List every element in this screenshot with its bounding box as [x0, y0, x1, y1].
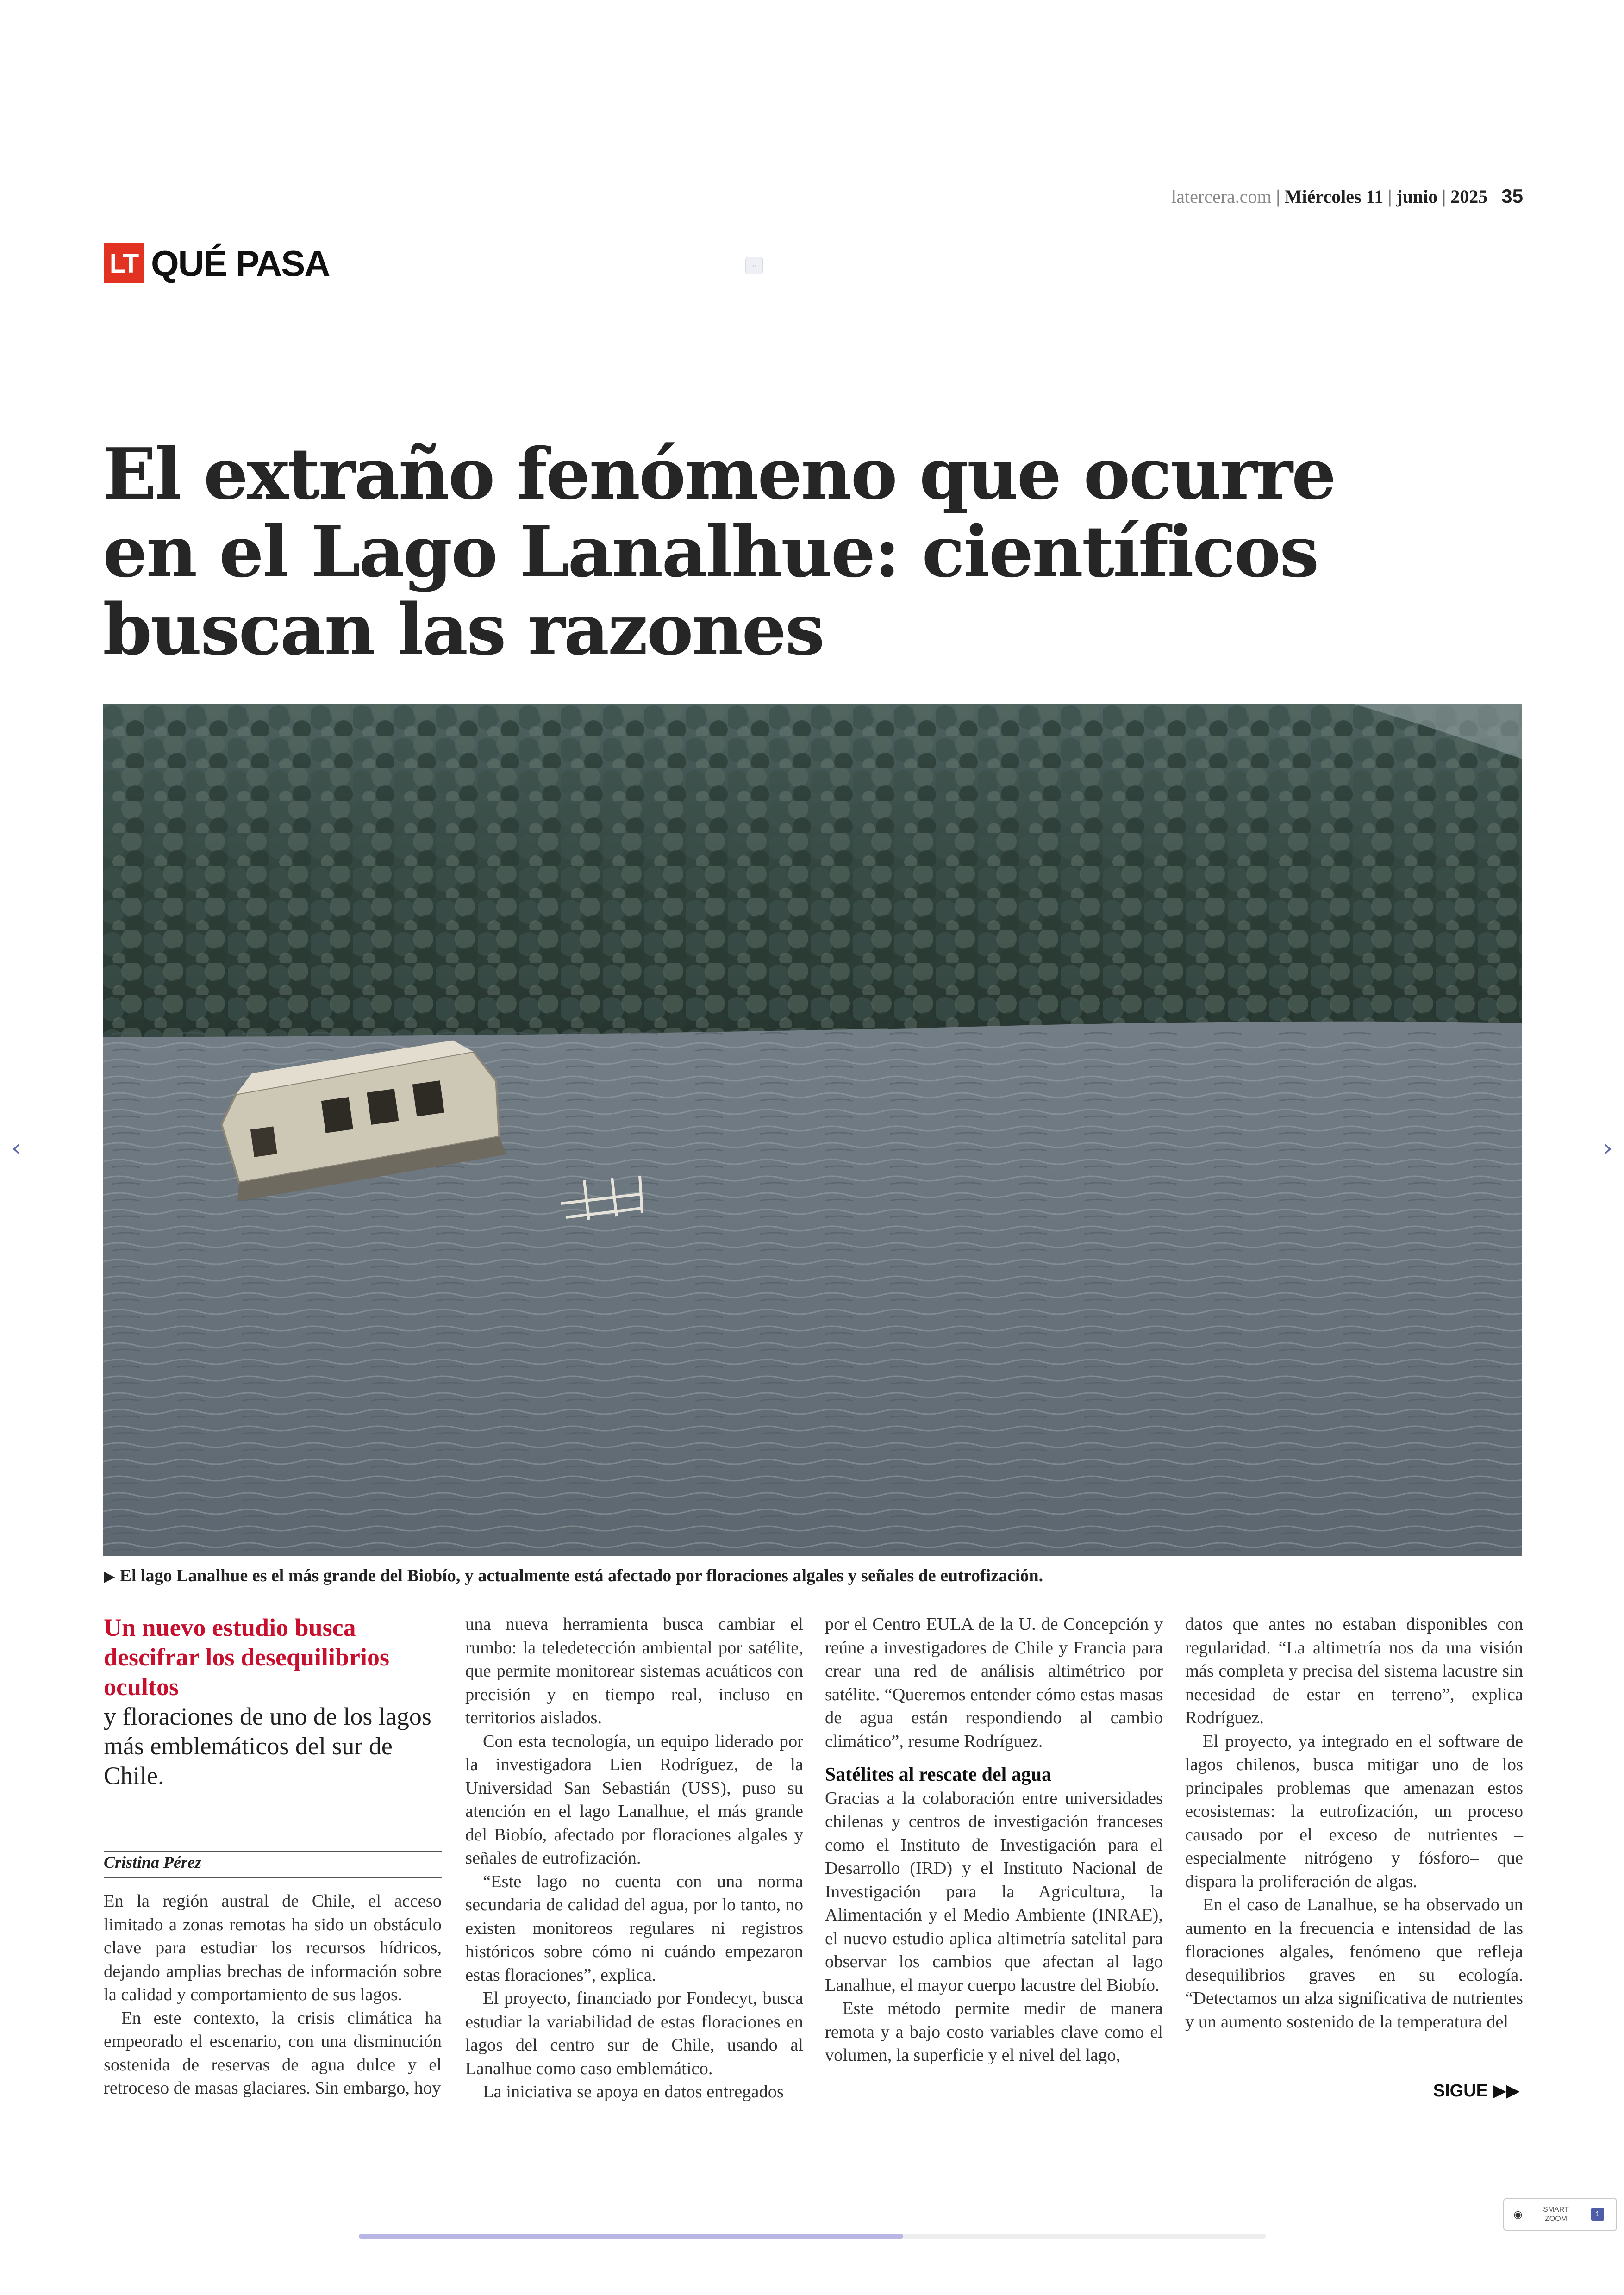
logo-badge: LT	[104, 243, 144, 283]
page-marker-icon[interactable]: ▫	[745, 257, 763, 274]
paragraph: El proyecto, ya integrado en el software de lagos chilenos, busca mitigar uno de los principales problemas que amenazan estos ecosistemas: la eutrofización, un proceso causado por el exceso de nutrientes –especialmente nitrógeno y fósforo– que dispara la proliferación de algas.	[1185, 1731, 1523, 1891]
caption-marker-icon: ▶	[104, 1567, 115, 1585]
article-column-1	[104, 1613, 442, 1790]
page-number: 35	[1501, 185, 1523, 207]
issue-year: 2025	[1450, 186, 1488, 207]
article-column-4	[1185, 1613, 1523, 2033]
smart-zoom-badge: 1	[1591, 2208, 1604, 2221]
headline: El extraño fenómeno que ocurre en el Lago Lanalhue: científicos buscan las razones	[103, 432, 1335, 671]
paragraph: una nueva herramienta busca cambiar el rumbo: la teledetección ambiental por satélite, que permite monitorear sistemas acuáticos con precisión y en tiempo real, incluso en territorios aislados.	[465, 1615, 803, 1727]
section-name: QUÉ PASA	[151, 243, 330, 284]
paragraph: En este contexto, la crisis climática ha empeorado el escenario, con una disminución sostenida de reservas de agua dulce y el retroceso de masas glaciares. Sin embargo, hoy	[104, 2008, 442, 2098]
sunken-boat-photo	[103, 704, 1522, 1556]
paragraph: por el Centro EULA de la U. de Concepción y reúne a investigadores de Chile y Francia para crear una red de análisis altimétrico por satélite. “Queremos entender cómo estas masas de agua están respondiendo al cambio climático”, resume Rodríguez.	[825, 1615, 1163, 1751]
caption-text: El lago Lanalhue es el más grande del Biobío, y actualmente está afectado por floraciones algales y señales de eutrofización.	[119, 1566, 1043, 1585]
lead-text: y floraciones de uno de los lagos más emblemáticos del sur de Chile.	[104, 1703, 431, 1790]
paragraph: El proyecto, financiado por Fondecyt, busca estudiar la variabilidad de estas floraciones en lagos del centro sur de Chile, usando al Lanalhue como caso emblemático.	[465, 1989, 803, 2078]
prev-page-chevron-icon[interactable]: ‹	[12, 1135, 21, 1161]
smart-zoom-button[interactable]	[1503, 2198, 1617, 2231]
paragraph: datos que antes no estaban disponibles con regularidad. “La altimetría nos da una visión más completa y precisa del sistema lacustre sin necesidad de estar en terreno”, explica Rodríguez.	[1185, 1615, 1523, 1727]
article-column-3	[825, 1613, 1163, 2067]
paragraph: “Este lago no cuenta con una norma secundaria de calidad del agua, por lo tanto, no existen monitoreos regulares ni registros históricos sobre cómo ni cuándo empezaron estas floraciones”, explica.	[465, 1871, 803, 1985]
issue-day: Miércoles 11	[1284, 186, 1384, 207]
lead-highlight: Un nuevo estudio busca descifrar los desequilibrios ocultos	[104, 1614, 390, 1701]
paragraph: En la región austral de Chile, el acceso limitado a zonas remotas ha sido un obstáculo clave para estudiar los recursos hídricos, dejando amplias brechas de información sobre la calidad y comportamiento de sus lagos.	[104, 1891, 442, 2004]
smart-zoom-label: SMART ZOOM	[1543, 2206, 1569, 2223]
continue-label: SIGUE ▶▶	[1433, 2081, 1520, 2101]
photo-caption	[104, 1565, 1520, 1586]
paragraph: La iniciativa se apoya en datos entregados	[483, 2082, 784, 2102]
paragraph: Con esta tecnología, un equipo liderado por la investigadora Lien Rodríguez, de la Universidad San Sebastián (USS), puso su atención en el lago Lanalhue, el más grande del Biobío, afectado por floraciones algales y señales de eutrofización.	[465, 1731, 803, 1868]
subheading: Satélites al rescate del agua	[825, 1764, 1052, 1785]
article-column-1-body	[104, 1890, 442, 2100]
paragraph: Gracias a la colaboración entre universidades chilenas y centros de investigación franceses como el Instituto de Investigación para el Desarrollo (IRD) y el Instituto Nacional de Investigación para la Agricultura, la Alimentación y el Medio Ambiente (INRAE), el nuevo estudio aplica altimetría satelital para observar los cambios que afectan al lago Lanalhue, el mayor cuerpo lacustre del Biobío.	[825, 1788, 1163, 1995]
issue-info: latercera.com | Miércoles 11 | junio | 2025 35	[1171, 185, 1523, 207]
next-page-chevron-icon[interactable]: ›	[1603, 1135, 1612, 1161]
site-name: latercera.com	[1171, 186, 1272, 207]
article-column-2	[465, 1613, 803, 2104]
author-byline: Cristina Pérez	[104, 1853, 202, 1871]
section-logo	[104, 243, 330, 284]
paragraph: Este método permite medir de manera remota y a bajo costo variables clave como el volumen, la superficie y el nivel del lago,	[825, 1999, 1163, 2065]
eye-icon: ◉	[1513, 2208, 1523, 2220]
issue-month: junio	[1396, 186, 1438, 207]
paragraph: En el caso de Lanalhue, se ha observado un aumento en la frecuencia e intensidad de las floraciones algales, fenómeno que refleja desequilibrios graves en su ecología. “Detectamos un alza significativa de nutrientes y un aumento sostenido de la temperatura del	[1185, 1895, 1523, 2032]
page-progress-fill	[359, 2234, 903, 2239]
